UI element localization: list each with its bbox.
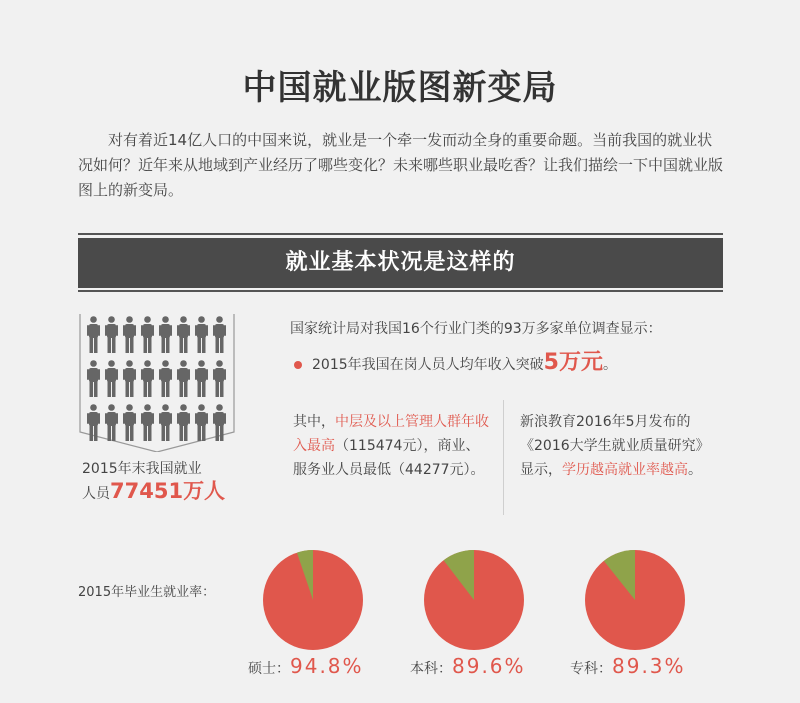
pie-value: 89.3% xyxy=(612,654,686,678)
person-icon xyxy=(87,360,100,398)
pie-本科 xyxy=(422,548,526,652)
bullet-value: 5万元 xyxy=(543,350,603,375)
person-icon xyxy=(141,360,154,398)
person-icon xyxy=(177,404,190,442)
employment-unit: 万人 xyxy=(183,479,226,503)
mid-highlight: 中层及以上管理人群年收入最高 xyxy=(293,414,489,454)
bullet-text: 2015年我国在岗人员人均年收入突破 xyxy=(312,357,544,373)
pie-value: 94.8% xyxy=(290,654,364,678)
survey-head: 国家统计局对我国16个行业门类的93万多家单位调查显示： xyxy=(290,321,662,337)
person-icon xyxy=(177,316,190,354)
pie-value: 89.6% xyxy=(452,654,526,678)
pie-category: 本科： xyxy=(410,661,452,677)
column-divider xyxy=(503,400,504,515)
employment-rate-label: 2015年毕业生就业率： xyxy=(78,585,216,600)
pie-硕士 xyxy=(261,548,365,652)
person-icon xyxy=(123,404,136,442)
pie-label xyxy=(570,654,686,678)
person-icon xyxy=(159,360,172,398)
pie-专科 xyxy=(583,548,687,652)
page-title: 中国就业版图新变局 xyxy=(242,68,558,108)
person-icon xyxy=(105,316,118,354)
person-icon xyxy=(105,360,118,398)
pie-label xyxy=(248,654,364,678)
person-icon xyxy=(123,360,136,398)
income-bullet xyxy=(294,345,617,376)
section-banner: 就业基本状况是这样的 xyxy=(78,238,723,288)
person-icon xyxy=(141,316,154,354)
person-icon xyxy=(195,316,208,354)
employment-caption xyxy=(82,458,252,505)
right-text-1: 新浪教育2016年5月发布的《2016大学生就业质量研究》显示， xyxy=(520,414,710,478)
bullet-dot-icon xyxy=(294,361,302,369)
person-icon xyxy=(177,360,190,398)
mid-text-2: （115474元），商业、服务业人员最低（44277元）。 xyxy=(293,438,485,478)
person-icon xyxy=(105,404,118,442)
bullet-end: 。 xyxy=(602,357,617,373)
people-illustration xyxy=(78,312,236,452)
mid-text-1: 其中， xyxy=(293,414,335,430)
banner-bottom-rule xyxy=(78,290,723,292)
person-icon xyxy=(195,360,208,398)
person-icon xyxy=(213,404,226,442)
person-icon xyxy=(87,316,100,354)
person-icon xyxy=(159,404,172,442)
person-icon xyxy=(195,404,208,442)
pie-category: 专科： xyxy=(570,661,612,677)
pie-category: 硕士： xyxy=(248,661,290,677)
employment-value: 77451 xyxy=(110,479,184,503)
person-icon xyxy=(159,316,172,354)
right-text-2: 。 xyxy=(688,462,702,478)
intro-paragraph: 对有着近14亿人口的中国来说，就业是一个牵一发而动全身的重要命题。当前我国的就业状况如何？近年来从地域到产业经历了哪些变化？未来哪些职业最吃香？让我们描绘一下中国就业版图上的新变局。 xyxy=(78,131,724,199)
person-icon xyxy=(123,316,136,354)
caption-line1: 2015年末我国就业 xyxy=(82,461,202,477)
management-income-text xyxy=(293,410,493,482)
caption-prefix: 人员 xyxy=(82,486,110,502)
banner-top-rule xyxy=(78,233,723,235)
person-icon xyxy=(213,316,226,354)
pie-label xyxy=(410,654,526,678)
person-icon xyxy=(87,404,100,442)
right-highlight: 学历越高就业率越高 xyxy=(562,462,688,478)
person-icon xyxy=(213,360,226,398)
person-icon xyxy=(141,404,154,442)
education-report-text xyxy=(520,410,710,482)
